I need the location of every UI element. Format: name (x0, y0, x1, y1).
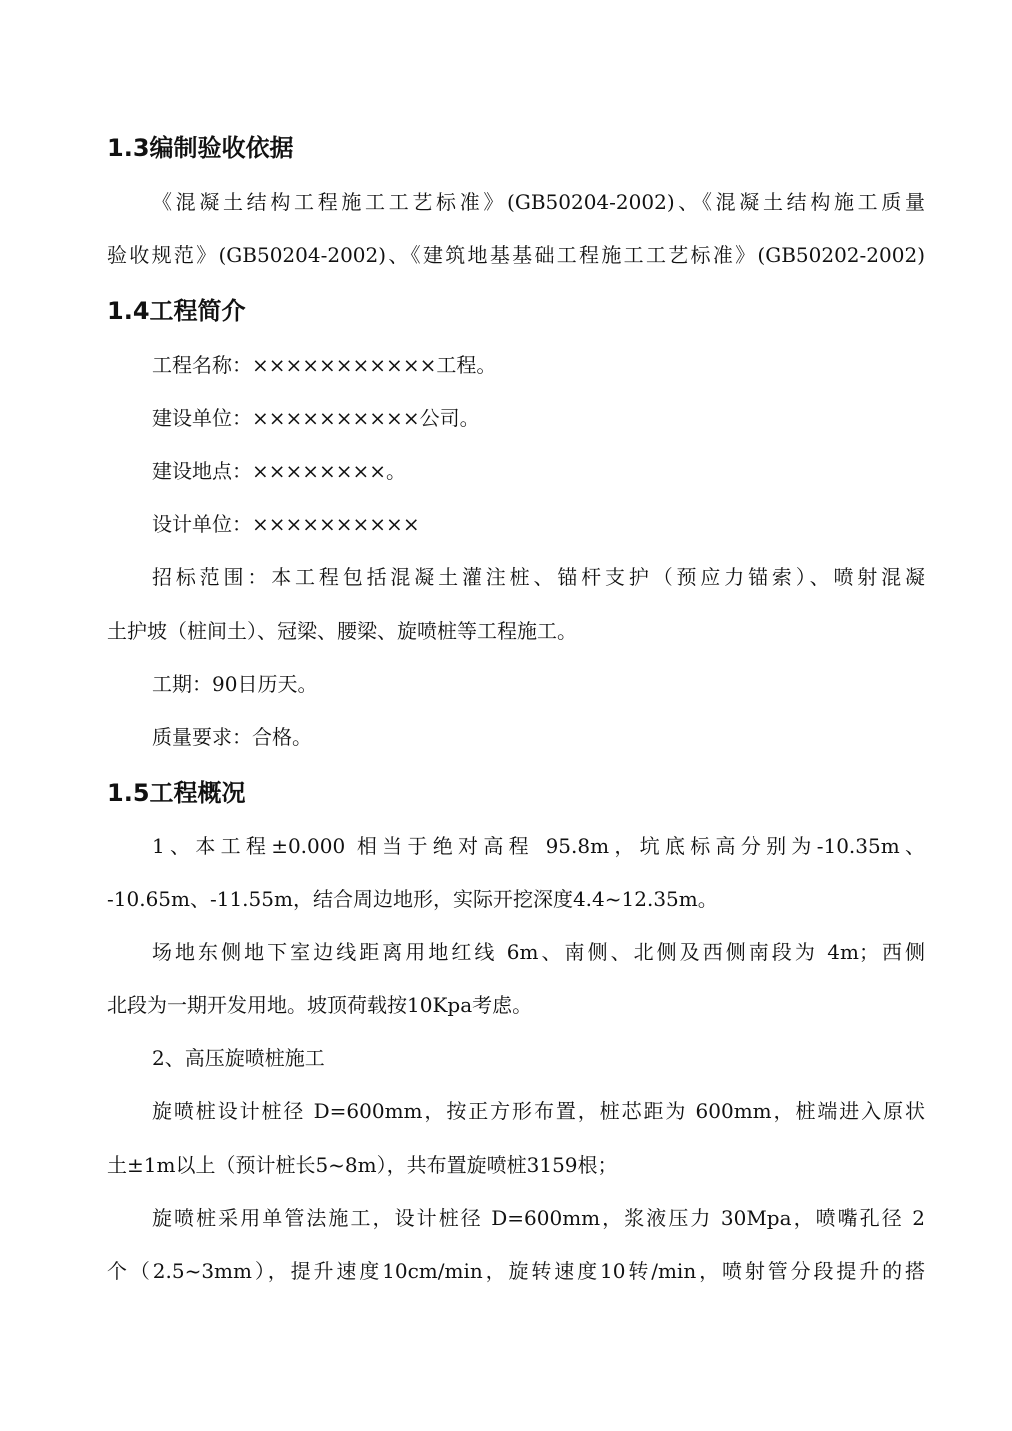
site-line-1: 场地东侧地下室边线距离用地红线 6m、南侧、北侧及西侧南段为 4m；西侧 (152, 940, 925, 964)
section-heading-1-4: 1.4工程简介 (107, 297, 246, 325)
scope-line-1: 招标范围：本工程包括混凝土灌注桩、锚杆支护（预应力锚索）、喷射混凝 (152, 565, 925, 589)
builder-line: 建设单位：××××××××××公司。 (152, 406, 480, 430)
section-heading-1-5: 1.5工程概况 (107, 779, 246, 807)
project-name-line: 工程名称：×××××××××××工程。 (152, 353, 497, 377)
quality-line: 质量要求：合格。 (152, 725, 312, 749)
pile-design-line-2: 土±1m以上（预计桩长5~8m），共布置旋喷桩3159根； (107, 1153, 618, 1177)
scope-line-2: 土护坡（桩间土）、冠梁、腰梁、旋喷桩等工程施工。 (107, 619, 577, 643)
designer-line: 设计单位：×××××××××× (152, 512, 420, 536)
item2-title: 2、高压旋喷桩施工 (152, 1046, 325, 1070)
method-line-2: 个（2.5~3mm），提升速度10cm/min，旋转速度10转/min，喷射管分段提升的搭 (107, 1259, 925, 1283)
pile-design-line-1: 旋喷桩设计桩径 D=600mm，按正方形布置，桩芯距为 600mm，桩端进入原状 (152, 1099, 925, 1123)
location-line: 建设地点：××××××××。 (152, 459, 407, 483)
overview-item1-line-2: -10.65m、-11.55m，结合周边地形，实际开挖深度4.4~12.35m。 (107, 887, 718, 911)
basis-paragraph-line-1: 《混凝土结构工程施工工艺标准》(GB50204-2002)、《混凝土结构施工质量 (152, 190, 925, 214)
duration-line: 工期：90日历天。 (152, 672, 318, 696)
basis-paragraph-line-2: 验收规范》(GB50204-2002)、《建筑地基基础工程施工工艺标准》(GB50202-2002) (107, 243, 925, 267)
method-line-1: 旋喷桩采用单管法施工，设计桩径 D=600mm，浆液压力 30Mpa，喷嘴孔径 2 (152, 1206, 925, 1230)
overview-item1-line-1: 1、本工程±0.000 相当于绝对高程 95.8m，坑底标高分别为-10.35m、 (152, 834, 925, 858)
section-heading-1-3: 1.3编制验收依据 (107, 134, 294, 162)
site-line-2: 北段为一期开发用地。坡顶荷载按10Kpa考虑。 (107, 993, 533, 1017)
